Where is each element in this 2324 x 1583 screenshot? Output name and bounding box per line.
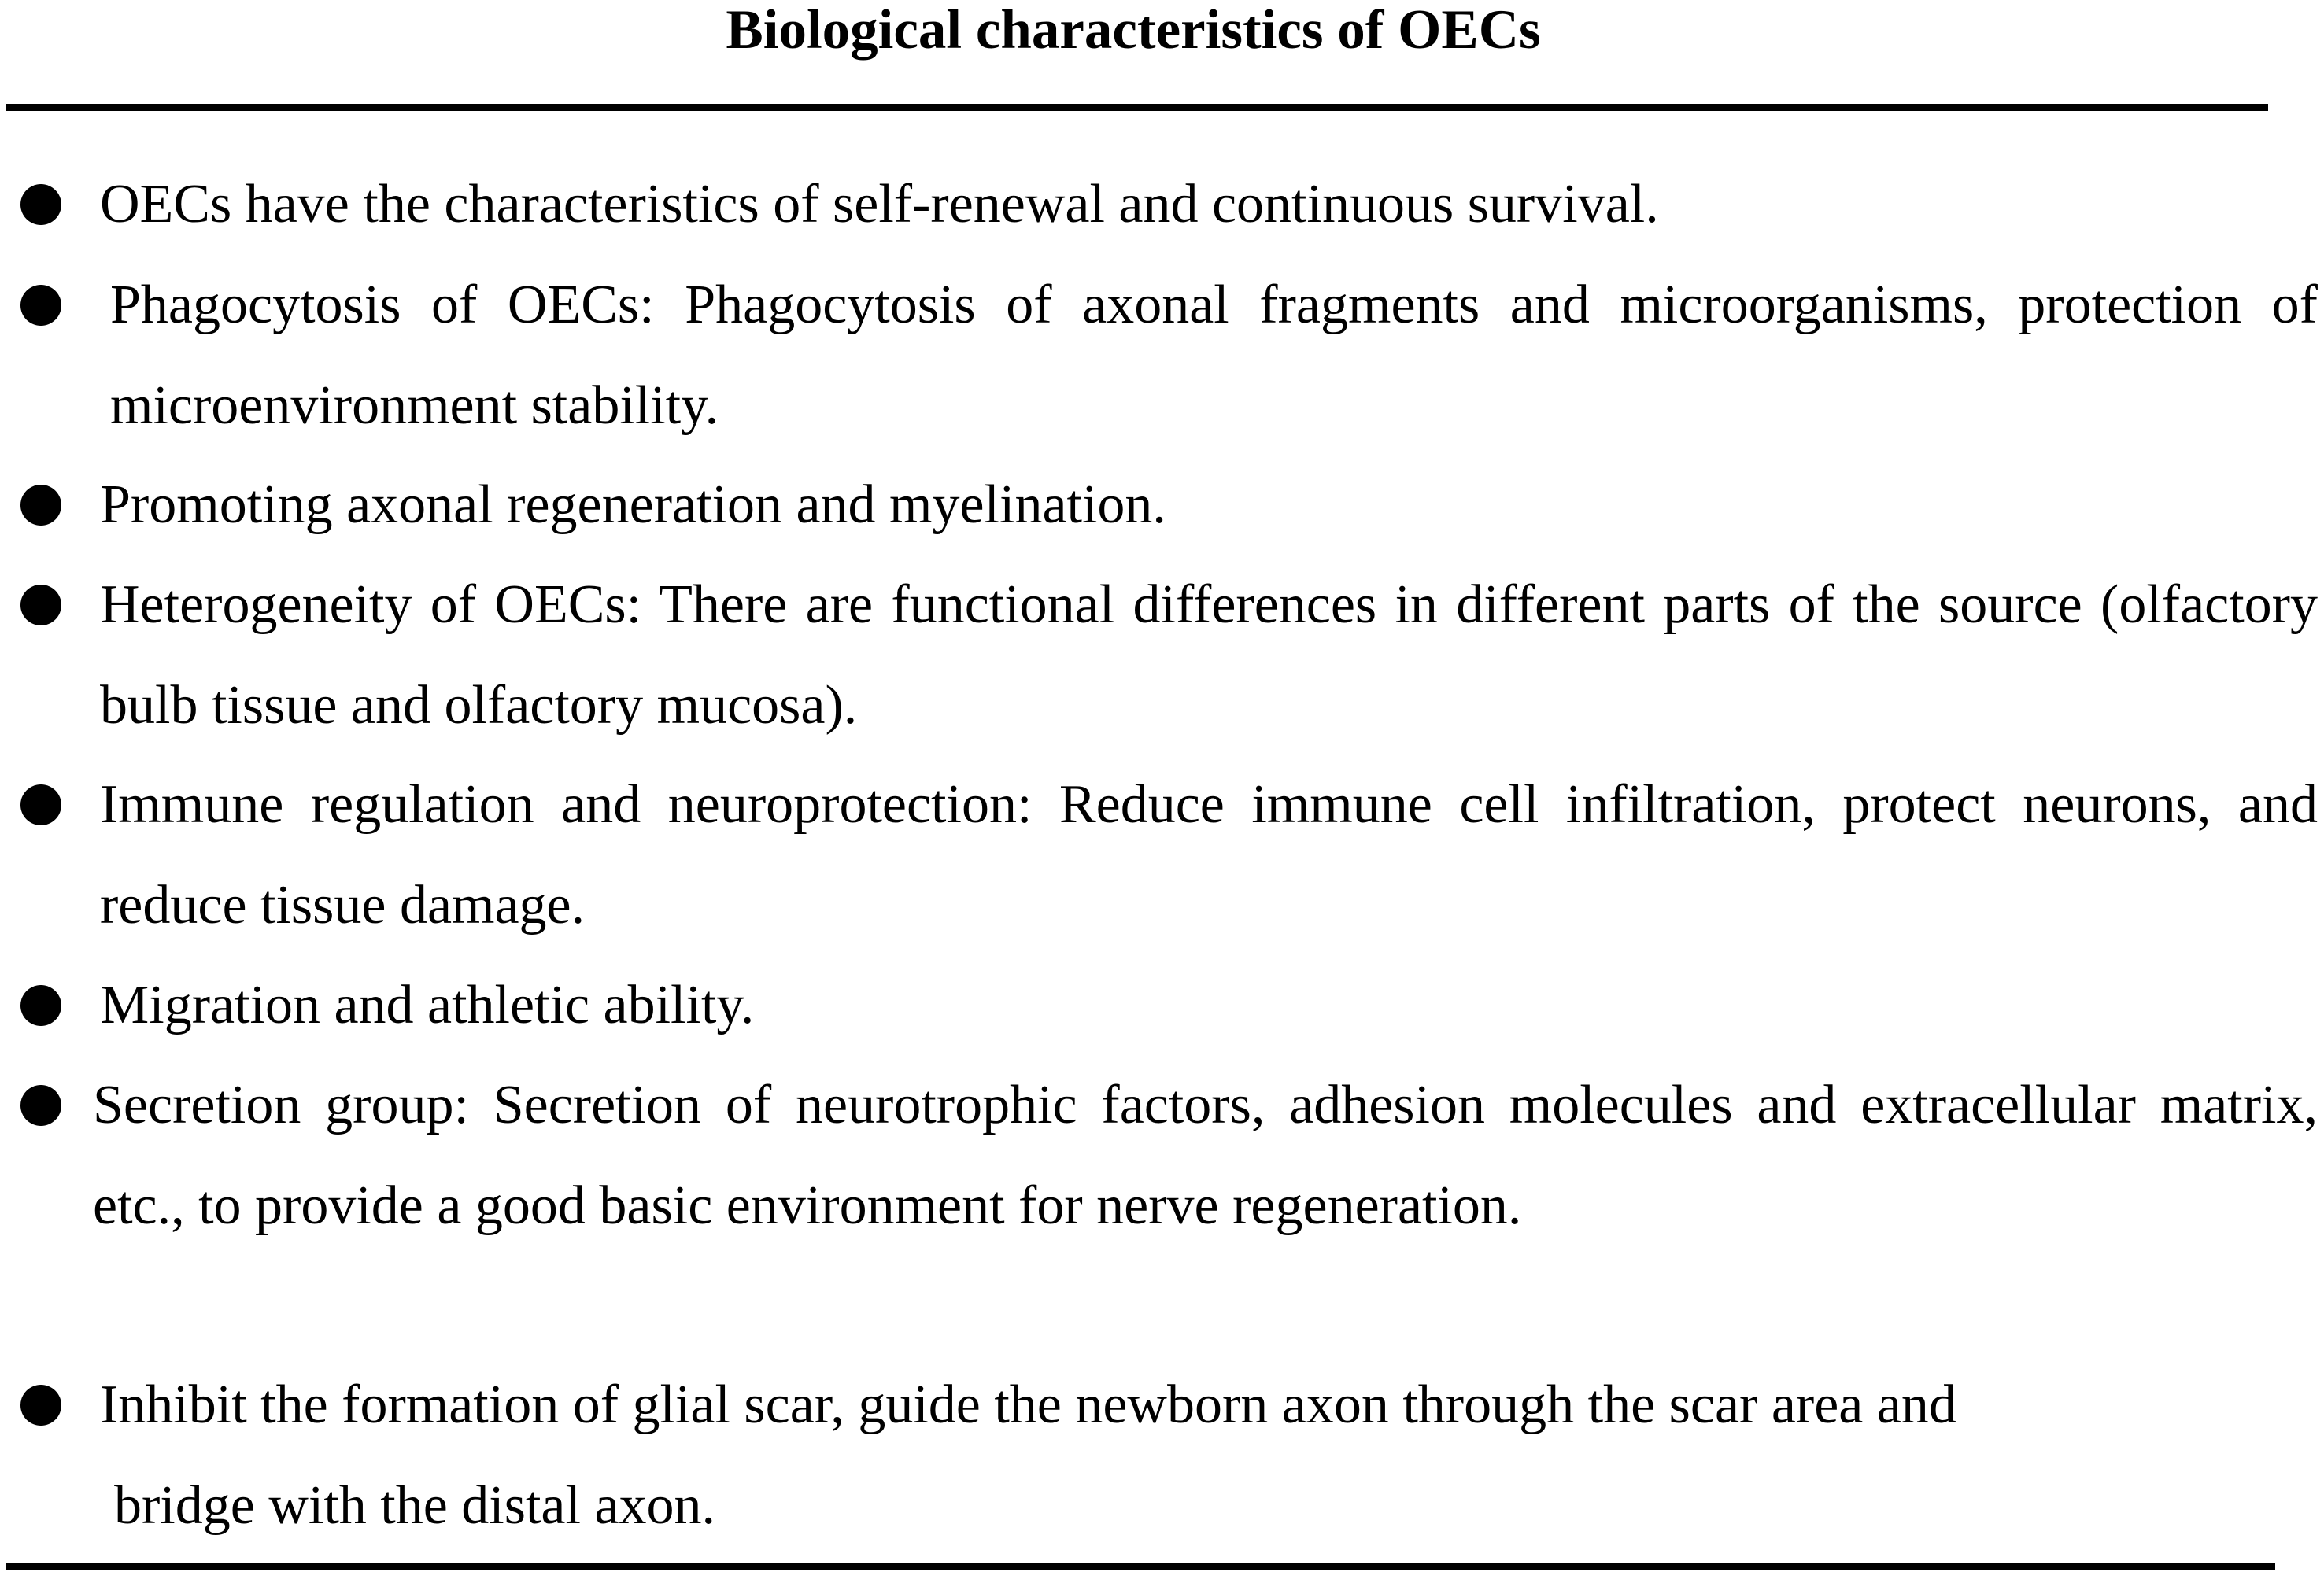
bullet-icon (20, 585, 61, 625)
list-item-text: Secretion group: Secretion of neurotrophic factors, adhesion molecules and extracellular matrix, etc., to provide a good basic environment for nerve regeneration. (93, 1075, 2318, 1236)
page-title: Biological characteristics of OECs (726, 0, 1541, 61)
list-item-text: Immune regulation and neuroprotection: Reduce immune cell infiltration, protect neurons, and reduce tissue damage. (100, 774, 2318, 935)
list-item-text: Phagocytosis of OECs: Phagocytosis of axonal fragments and microorganisms, protection of microenvironment stability. (110, 275, 2318, 436)
bullet-icon (20, 784, 61, 825)
list-item-text: Migration and athletic ability. (100, 975, 755, 1035)
list-item-text: OECs have the characteristics of self-renewal and continuous survival. (100, 174, 1659, 234)
list-item-text-continuation: bridge with the distal axon. (114, 1475, 716, 1536)
bullet-icon (20, 184, 61, 225)
bullet-icon (20, 285, 61, 326)
list-item-text: Promoting axonal regeneration and myelination. (100, 474, 1166, 535)
bullet-icon (20, 985, 61, 1026)
top-rule (6, 104, 2268, 111)
list-item-text: Inhibit the formation of glial scar, guide the newborn axon through the scar area and (100, 1375, 1956, 1435)
bullet-icon (20, 485, 61, 526)
bullet-icon (20, 1385, 61, 1426)
bullet-icon (20, 1085, 61, 1126)
list-item-text: Heterogeneity of OECs: There are functional differences in different parts of the source (olfactory bulb tissue and olfactory mucosa). (100, 574, 2318, 736)
bottom-rule (6, 1563, 2275, 1570)
